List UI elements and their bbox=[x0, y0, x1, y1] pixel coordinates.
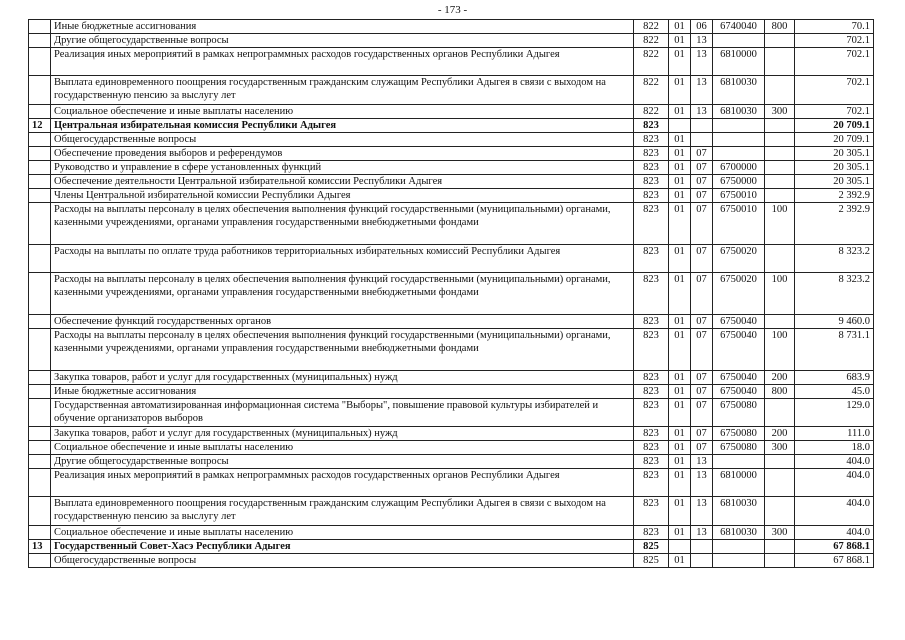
row-name: Члены Центральной избирательной комиссии Республики Адыгея bbox=[51, 189, 634, 203]
row-sum: 404.0 bbox=[795, 469, 874, 497]
row-pr-code: 06 bbox=[691, 20, 713, 34]
row-rz-code: 01 bbox=[669, 175, 691, 189]
row-rz-code: 01 bbox=[669, 20, 691, 34]
table-row bbox=[29, 20, 874, 34]
row-name: Центральная избирательная комиссия Республики Адыгея bbox=[51, 119, 634, 133]
row-gr-code: 823 bbox=[634, 273, 669, 315]
row-pr-code: 07 bbox=[691, 427, 713, 441]
row-pr-code bbox=[691, 119, 713, 133]
row-sum: 2 392.9 bbox=[795, 203, 874, 245]
row-name: Социальное обеспечение и иные выплаты населению bbox=[51, 441, 634, 455]
row-pr-code: 07 bbox=[691, 441, 713, 455]
row-sum: 2 392.9 bbox=[795, 189, 874, 203]
row-name: Другие общегосударственные вопросы bbox=[51, 455, 634, 469]
table-row bbox=[29, 385, 874, 399]
row-cs-code bbox=[713, 34, 765, 48]
row-gr-code: 825 bbox=[634, 554, 669, 568]
row-cs-code bbox=[713, 455, 765, 469]
row-rz-code: 01 bbox=[669, 161, 691, 175]
row-rz-code: 01 bbox=[669, 48, 691, 76]
row-vr-code: 800 bbox=[765, 385, 795, 399]
row-pr-code bbox=[691, 540, 713, 554]
row-sum: 129.0 bbox=[795, 399, 874, 427]
row-pr-code: 07 bbox=[691, 399, 713, 427]
row-rz-code bbox=[669, 119, 691, 133]
row-number bbox=[29, 245, 51, 273]
row-cs-code: 6810030 bbox=[713, 76, 765, 105]
row-number bbox=[29, 48, 51, 76]
row-rz-code: 01 bbox=[669, 34, 691, 48]
row-sum: 404.0 bbox=[795, 526, 874, 540]
row-rz-code: 01 bbox=[669, 147, 691, 161]
table-row bbox=[29, 203, 874, 245]
row-pr-code: 13 bbox=[691, 76, 713, 105]
row-cs-code: 6700000 bbox=[713, 161, 765, 175]
table-row bbox=[29, 315, 874, 329]
table-row bbox=[29, 105, 874, 119]
row-number bbox=[29, 76, 51, 105]
row-rz-code: 01 bbox=[669, 427, 691, 441]
row-number bbox=[29, 273, 51, 315]
row-cs-code: 6750040 bbox=[713, 315, 765, 329]
table-row bbox=[29, 273, 874, 315]
row-name: Иные бюджетные ассигнования bbox=[51, 20, 634, 34]
row-vr-code bbox=[765, 147, 795, 161]
row-cs-code: 6810000 bbox=[713, 469, 765, 497]
row-name: Обеспечение деятельности Центральной избирательной комиссии Республики Адыгея bbox=[51, 175, 634, 189]
row-vr-code: 300 bbox=[765, 526, 795, 540]
row-gr-code: 823 bbox=[634, 329, 669, 371]
table-row bbox=[29, 245, 874, 273]
row-vr-code bbox=[765, 48, 795, 76]
row-number bbox=[29, 329, 51, 371]
row-name: Закупка товаров, работ и услуг для государственных (муниципальных) нужд bbox=[51, 371, 634, 385]
row-cs-code: 6810030 bbox=[713, 497, 765, 526]
row-number bbox=[29, 427, 51, 441]
row-cs-code: 6750010 bbox=[713, 189, 765, 203]
row-name: Государственная автоматизированная информационная система "Выборы", повышение правовой культуры избирателей и обучение организаторов выборов bbox=[51, 399, 634, 427]
row-cs-code: 6750080 bbox=[713, 399, 765, 427]
row-sum: 70.1 bbox=[795, 20, 874, 34]
row-vr-code: 100 bbox=[765, 329, 795, 371]
row-sum: 8 731.1 bbox=[795, 329, 874, 371]
row-rz-code: 01 bbox=[669, 399, 691, 427]
row-cs-code bbox=[713, 119, 765, 133]
row-cs-code: 6750020 bbox=[713, 273, 765, 315]
row-gr-code: 823 bbox=[634, 315, 669, 329]
row-sum: 20 305.1 bbox=[795, 175, 874, 189]
row-rz-code: 01 bbox=[669, 441, 691, 455]
row-cs-code: 6810030 bbox=[713, 526, 765, 540]
row-cs-code bbox=[713, 147, 765, 161]
row-sum: 20 305.1 bbox=[795, 161, 874, 175]
row-cs-code: 6810000 bbox=[713, 48, 765, 76]
row-sum: 20 709.1 bbox=[795, 119, 874, 133]
row-gr-code: 822 bbox=[634, 76, 669, 105]
budget-table bbox=[28, 19, 874, 568]
row-rz-code: 01 bbox=[669, 189, 691, 203]
row-vr-code: 100 bbox=[765, 273, 795, 315]
row-gr-code: 823 bbox=[634, 441, 669, 455]
row-name: Выплата единовременного поощрения государственным гражданским служащим Республики Адыгея в связи с выходом на государственную пенсию за выслугу лет bbox=[51, 497, 634, 526]
row-number bbox=[29, 147, 51, 161]
row-sum: 9 460.0 bbox=[795, 315, 874, 329]
row-rz-code: 01 bbox=[669, 455, 691, 469]
table-row bbox=[29, 540, 874, 554]
row-sum: 702.1 bbox=[795, 48, 874, 76]
row-pr-code: 07 bbox=[691, 245, 713, 273]
row-pr-code: 13 bbox=[691, 455, 713, 469]
row-name: Общегосударственные вопросы bbox=[51, 554, 634, 568]
row-vr-code: 100 bbox=[765, 203, 795, 245]
row-sum: 67 868.1 bbox=[795, 554, 874, 568]
row-pr-code: 07 bbox=[691, 315, 713, 329]
table-row bbox=[29, 48, 874, 76]
row-rz-code: 01 bbox=[669, 371, 691, 385]
row-sum: 8 323.2 bbox=[795, 273, 874, 315]
row-sum: 404.0 bbox=[795, 455, 874, 469]
row-vr-code bbox=[765, 469, 795, 497]
row-gr-code: 823 bbox=[634, 469, 669, 497]
row-number bbox=[29, 175, 51, 189]
row-cs-code: 6740040 bbox=[713, 20, 765, 34]
row-vr-code bbox=[765, 540, 795, 554]
row-gr-code: 823 bbox=[634, 147, 669, 161]
row-vr-code bbox=[765, 161, 795, 175]
row-vr-code bbox=[765, 189, 795, 203]
row-gr-code: 823 bbox=[634, 526, 669, 540]
row-vr-code bbox=[765, 119, 795, 133]
row-number bbox=[29, 497, 51, 526]
row-sum: 702.1 bbox=[795, 76, 874, 105]
row-vr-code: 200 bbox=[765, 427, 795, 441]
row-gr-code: 823 bbox=[634, 175, 669, 189]
row-number bbox=[29, 526, 51, 540]
row-pr-code: 07 bbox=[691, 371, 713, 385]
row-number bbox=[29, 385, 51, 399]
row-gr-code: 823 bbox=[634, 245, 669, 273]
row-sum: 20 305.1 bbox=[795, 147, 874, 161]
table-row bbox=[29, 371, 874, 385]
row-pr-code: 13 bbox=[691, 497, 713, 526]
row-pr-code: 07 bbox=[691, 161, 713, 175]
row-number bbox=[29, 441, 51, 455]
table-row bbox=[29, 119, 874, 133]
row-rz-code: 01 bbox=[669, 329, 691, 371]
row-gr-code: 825 bbox=[634, 540, 669, 554]
row-name: Реализация иных мероприятий в рамках непрограммных расходов государственных органов Республики Адыгея bbox=[51, 469, 634, 497]
table-row bbox=[29, 497, 874, 526]
row-number bbox=[29, 20, 51, 34]
row-name: Руководство и управление в сфере установленных функций bbox=[51, 161, 634, 175]
row-number bbox=[29, 133, 51, 147]
row-name: Расходы на выплаты по оплате труда работников территориальных избирательных комиссий Республики Адыгея bbox=[51, 245, 634, 273]
row-gr-code: 823 bbox=[634, 399, 669, 427]
row-pr-code: 13 bbox=[691, 526, 713, 540]
row-number bbox=[29, 161, 51, 175]
row-rz-code: 01 bbox=[669, 133, 691, 147]
row-rz-code: 01 bbox=[669, 245, 691, 273]
row-cs-code bbox=[713, 554, 765, 568]
row-sum: 111.0 bbox=[795, 427, 874, 441]
page-number: - 173 - bbox=[437, 4, 468, 16]
budget-table-body bbox=[29, 20, 874, 568]
row-sum: 683.9 bbox=[795, 371, 874, 385]
row-vr-code bbox=[765, 245, 795, 273]
row-pr-code: 13 bbox=[691, 34, 713, 48]
row-sum: 45.0 bbox=[795, 385, 874, 399]
row-number bbox=[29, 189, 51, 203]
row-name: Социальное обеспечение и иные выплаты населению bbox=[51, 526, 634, 540]
table-row bbox=[29, 399, 874, 427]
row-name: Обеспечение функций государственных органов bbox=[51, 315, 634, 329]
row-sum: 404.0 bbox=[795, 497, 874, 526]
row-cs-code: 6750080 bbox=[713, 441, 765, 455]
table-row bbox=[29, 526, 874, 540]
row-cs-code: 6750040 bbox=[713, 385, 765, 399]
row-number bbox=[29, 203, 51, 245]
row-gr-code: 823 bbox=[634, 133, 669, 147]
row-gr-code: 822 bbox=[634, 34, 669, 48]
row-name: Реализация иных мероприятий в рамках непрограммных расходов государственных органов Республики Адыгея bbox=[51, 48, 634, 76]
row-rz-code bbox=[669, 540, 691, 554]
row-rz-code: 01 bbox=[669, 385, 691, 399]
row-pr-code bbox=[691, 133, 713, 147]
row-vr-code: 200 bbox=[765, 371, 795, 385]
row-number bbox=[29, 34, 51, 48]
row-gr-code: 823 bbox=[634, 189, 669, 203]
row-number bbox=[29, 371, 51, 385]
row-gr-code: 822 bbox=[634, 105, 669, 119]
row-cs-code: 6750040 bbox=[713, 329, 765, 371]
row-gr-code: 823 bbox=[634, 455, 669, 469]
row-rz-code: 01 bbox=[669, 469, 691, 497]
row-gr-code: 823 bbox=[634, 427, 669, 441]
row-pr-code: 07 bbox=[691, 203, 713, 245]
row-rz-code: 01 bbox=[669, 526, 691, 540]
row-cs-code bbox=[713, 540, 765, 554]
table-row bbox=[29, 133, 874, 147]
row-pr-code: 07 bbox=[691, 385, 713, 399]
row-rz-code: 01 bbox=[669, 76, 691, 105]
row-cs-code: 6750080 bbox=[713, 427, 765, 441]
table-row bbox=[29, 76, 874, 105]
row-vr-code bbox=[765, 455, 795, 469]
row-name: Общегосударственные вопросы bbox=[51, 133, 634, 147]
row-name: Социальное обеспечение и иные выплаты населению bbox=[51, 105, 634, 119]
row-name: Другие общегосударственные вопросы bbox=[51, 34, 634, 48]
row-sum: 67 868.1 bbox=[795, 540, 874, 554]
row-vr-code: 300 bbox=[765, 105, 795, 119]
row-number bbox=[29, 469, 51, 497]
row-gr-code: 823 bbox=[634, 371, 669, 385]
row-vr-code bbox=[765, 76, 795, 105]
row-number: 13 bbox=[29, 540, 51, 554]
row-gr-code: 823 bbox=[634, 497, 669, 526]
row-cs-code bbox=[713, 133, 765, 147]
row-name: Расходы на выплаты персоналу в целях обеспечения выполнения функций государственными (муниципальными) органами, казенными учреждениями, органами управления государственными внебюджетными фондами bbox=[51, 273, 634, 315]
row-pr-code: 13 bbox=[691, 48, 713, 76]
row-sum: 18.0 bbox=[795, 441, 874, 455]
row-vr-code bbox=[765, 315, 795, 329]
row-vr-code bbox=[765, 497, 795, 526]
row-number bbox=[29, 315, 51, 329]
row-cs-code: 6810030 bbox=[713, 105, 765, 119]
row-gr-code: 823 bbox=[634, 203, 669, 245]
row-number: 12 bbox=[29, 119, 51, 133]
row-gr-code: 823 bbox=[634, 161, 669, 175]
row-name: Выплата единовременного поощрения государственным гражданским служащим Республики Адыгея в связи с выходом на государственную пенсию за выслугу лет bbox=[51, 76, 634, 105]
row-vr-code bbox=[765, 133, 795, 147]
row-name: Закупка товаров, работ и услуг для государственных (муниципальных) нужд bbox=[51, 427, 634, 441]
row-vr-code bbox=[765, 34, 795, 48]
row-sum: 20 709.1 bbox=[795, 133, 874, 147]
row-pr-code: 07 bbox=[691, 175, 713, 189]
row-number bbox=[29, 455, 51, 469]
row-vr-code bbox=[765, 399, 795, 427]
row-rz-code: 01 bbox=[669, 203, 691, 245]
row-gr-code: 823 bbox=[634, 119, 669, 133]
row-name: Расходы на выплаты персоналу в целях обеспечения выполнения функций государственными (муниципальными) органами, казенными учреждениями, органами управления государственными внебюджетными фондами bbox=[51, 203, 634, 245]
table-row bbox=[29, 455, 874, 469]
row-number bbox=[29, 105, 51, 119]
row-pr-code bbox=[691, 554, 713, 568]
table-row bbox=[29, 147, 874, 161]
table-row bbox=[29, 189, 874, 203]
row-pr-code: 13 bbox=[691, 469, 713, 497]
row-name: Государственный Совет-Хасэ Республики Адыгея bbox=[51, 540, 634, 554]
row-gr-code: 823 bbox=[634, 385, 669, 399]
table-row bbox=[29, 161, 874, 175]
row-name: Иные бюджетные ассигнования bbox=[51, 385, 634, 399]
table-row bbox=[29, 175, 874, 189]
table-row bbox=[29, 427, 874, 441]
row-pr-code: 13 bbox=[691, 105, 713, 119]
row-name: Расходы на выплаты персоналу в целях обеспечения выполнения функций государственными (муниципальными) органами, казенными учреждениями, органами управления государственными внебюджетными фондами bbox=[51, 329, 634, 371]
row-pr-code: 07 bbox=[691, 147, 713, 161]
row-gr-code: 822 bbox=[634, 20, 669, 34]
table-row bbox=[29, 34, 874, 48]
row-sum: 8 323.2 bbox=[795, 245, 874, 273]
row-rz-code: 01 bbox=[669, 497, 691, 526]
table-row bbox=[29, 329, 874, 371]
row-gr-code: 822 bbox=[634, 48, 669, 76]
row-cs-code: 6750020 bbox=[713, 245, 765, 273]
table-row bbox=[29, 469, 874, 497]
row-sum: 702.1 bbox=[795, 105, 874, 119]
row-pr-code: 07 bbox=[691, 329, 713, 371]
row-vr-code: 800 bbox=[765, 20, 795, 34]
row-cs-code: 6750000 bbox=[713, 175, 765, 189]
row-name: Обеспечение проведения выборов и референдумов bbox=[51, 147, 634, 161]
row-cs-code: 6750040 bbox=[713, 371, 765, 385]
row-rz-code: 01 bbox=[669, 273, 691, 315]
table-row bbox=[29, 554, 874, 568]
row-pr-code: 07 bbox=[691, 273, 713, 315]
table-row bbox=[29, 441, 874, 455]
row-number bbox=[29, 399, 51, 427]
row-number bbox=[29, 554, 51, 568]
row-sum: 702.1 bbox=[795, 34, 874, 48]
row-vr-code bbox=[765, 175, 795, 189]
row-rz-code: 01 bbox=[669, 105, 691, 119]
row-rz-code: 01 bbox=[669, 315, 691, 329]
row-vr-code: 300 bbox=[765, 441, 795, 455]
row-vr-code bbox=[765, 554, 795, 568]
row-cs-code: 6750010 bbox=[713, 203, 765, 245]
row-pr-code: 07 bbox=[691, 189, 713, 203]
row-rz-code: 01 bbox=[669, 554, 691, 568]
